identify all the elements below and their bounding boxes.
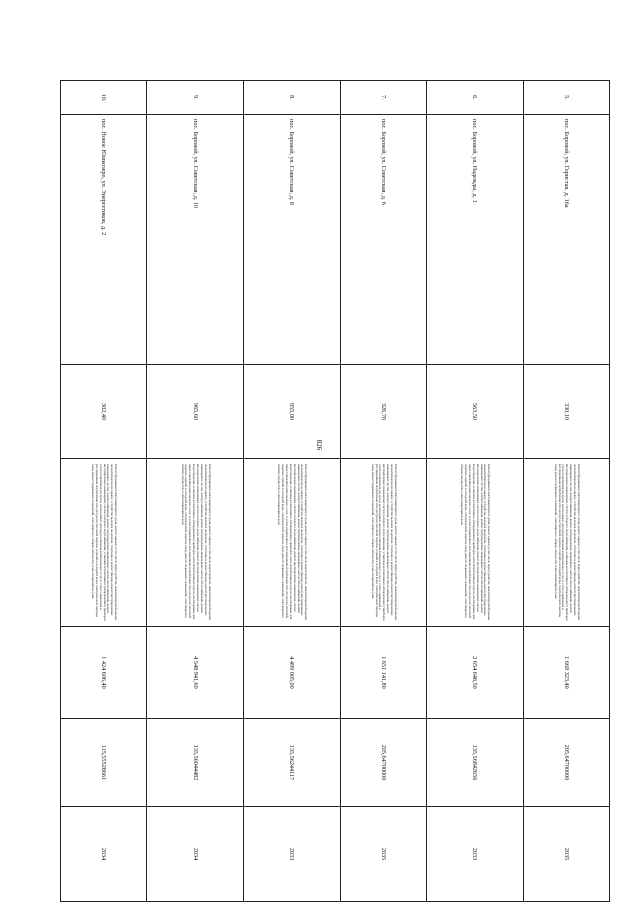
area-cell: 302,40 (61, 365, 147, 459)
capital-repair-table (60, 80, 610, 902)
table-body (61, 81, 610, 902)
cost-cell: 1 668 323,40 (523, 627, 609, 719)
works-description-cell: Ремонт фундамента многоквартирного дома, ремонт крыши, в том числе переустройство невентилируемой крыши на вентилируемую крышу, устройство выходов на кровлю, утепление и ремонт фасада, ремонт внутридомовых инженерных систем электроснабжения, ремонт внутридомовых инженерных систем теплоснабжения, ремонт внутридомовых инженерных систем холодного водоснабжения, ремонт внутридомовых инженерных систем водоотведения, установка коллективных (общедомовых) приборов учета потребления ресурсов, необходимых для предоставления коммунальных услуг, и узлов управления и регулирования потребления этих ресурсов (тепловой энергии, горячей и холодной воды, электрической энергии, газа), ремонт подвальных помещений, относящихся к общему имуществу в многоквартирном доме (427, 459, 524, 627)
year-cell: 2034 (61, 807, 147, 902)
year-cell: 2035 (340, 807, 426, 902)
works-description-cell: Ремонт фундамента многоквартирного дома, ремонт крыши, в том числе переустройство невентилируемой крыши на вентилируемую крышу, устройство выходов на кровлю, утепление и ремонт фасада, ремонт внутридомовых инженерных систем электроснабжения, ремонт внутридомовых инженерных систем теплоснабжения, ремонт внутридомовых инженерных систем холодного водоснабжения, установка коллективных (общедомовых) приборов учета потребления ресурсов, необходимых для предоставления коммунальных услуг, и узлов управления и регулирования потребления этих ресурсов (тепловой энергии, горячей и холодной воды, электрической энергии, газа), ремонт подвальных помещений, относящихся к общему имуществу в многоквартирном доме (523, 459, 609, 627)
rotated-table-container (60, 80, 610, 901)
row-number-cell: 6. (427, 81, 524, 115)
area-cell: 326,70 (340, 365, 426, 459)
rate-cell: 135,56842656 (427, 719, 524, 807)
row-number-cell: 5. (523, 81, 609, 115)
rate-cell: 205,64700000 (523, 719, 609, 807)
rate-cell: 205,64700000 (340, 719, 426, 807)
year-cell: 2033 (244, 807, 341, 902)
works-description-cell: Ремонт фундамента многоквартирного дома, ремонт крыши, в том числе переустройство невентилируемой крыши на вентилируемую крышу, устройство выходов на кровлю, утепление и ремонт фасада, ремонт внутридомовых инженерных систем электроснабжения, ремонт внутридомовых инженерных систем теплоснабжения, ремонт внутридомовых инженерных систем холодного водоснабжения, установка коллективных (общедомовых) приборов учета потребления ресурсов, необходимых для предоставления коммунальных услуг, и узлов управления и регулирования потребления этих ресурсов (тепловой энергии, горячей и холодной воды, электрической энергии, газа), ремонт подвальных помещений, относящихся к общему имуществу в многоквартирном доме (61, 459, 147, 627)
page-number: 826 (315, 439, 323, 451)
year-cell: 2034 (147, 807, 244, 902)
rate-cell: 135,56244117 (244, 719, 341, 807)
year-cell: 2035 (523, 807, 609, 902)
cost-cell: 4 499 005,00 (244, 627, 341, 719)
row-number-cell: 7. (340, 81, 426, 115)
rate-cell: 115,55528661 (61, 719, 147, 807)
cost-cell: 4 548 941,60 (147, 627, 244, 719)
works-description-cell: Ремонт фундамента многоквартирного дома, ремонт крыши, в том числе переустройство невентилируемой крыши на вентилируемую крышу, устройство выходов на кровлю, утепление и ремонт фасада, ремонт внутридомовых инженерных систем электроснабжения, ремонт внутридомовых инженерных систем теплоснабжения, ремонт внутридомовых инженерных систем холодного водоснабжения, ремонт внутридомовых инженерных систем водоотведения, установка коллективных (общедомовых) приборов учета потребления ресурсов, необходимых для предоставления коммунальных услуг, и узлов управления и регулирования потребления этих ресурсов (тепловой энергии, горячей и холодной воды, электрической энергии, газа), ремонт подвальных помещений, относящихся к общему имуществу в многоквартирном доме (147, 459, 244, 627)
table-row (523, 81, 609, 902)
address-cell: пос. Боровой, ул. Надежды, д. 1 (427, 115, 524, 365)
table-row (427, 81, 524, 902)
row-number-cell: 9. (147, 81, 244, 115)
address-cell: пос. Боровой, ул. Гористая, д. 16а (523, 115, 609, 365)
rate-cell: 135,56044482 (147, 719, 244, 807)
cost-cell: 1 424 606,40 (61, 627, 147, 719)
address-cell: пос. Боровой, ул. Советская, д. 10 (147, 115, 244, 365)
works-description-cell: Ремонт фундамента многоквартирного дома, ремонт крыши, в том числе переустройство невентилируемой крыши на вентилируемую крышу, устройство выходов на кровлю, утепление и ремонт фасада, ремонт внутридомовых инженерных систем электроснабжения, ремонт внутридомовых инженерных систем теплоснабжения, ремонт внутридомовых инженерных систем холодного водоснабжения, установка коллективных (общедомовых) приборов учета потребления ресурсов, необходимых для предоставления коммунальных услуг, и узлов управления и регулирования потребления этих ресурсов (тепловой энергии, горячей и холодной воды, электрической энергии, газа), ремонт подвальных помещений, относящихся к общему имуществу в многоквартирном доме (340, 459, 426, 627)
works-description-cell: Ремонт фундамента многоквартирного дома, ремонт крыши, в том числе переустройство невентилируемой крыши на вентилируемую крышу, устройство выходов на кровлю, утепление и ремонт фасада, ремонт внутридомовых инженерных систем электроснабжения, ремонт внутридомовых инженерных систем теплоснабжения, ремонт внутридомовых инженерных систем холодного водоснабжения, ремонт внутридомовых инженерных систем водоотведения, установка коллективных (общедомовых) приборов учета потребления ресурсов, необходимых для предоставления коммунальных услуг, и узлов управления и регулирования потребления этих ресурсов (тепловой энергии, горячей и холодной воды, электрической энергии, газа), ремонт подвальных помещений, относящихся к общему имуществу в многоквартирном доме (244, 459, 341, 627)
row-number-cell: 8. (244, 81, 341, 115)
table-row (340, 81, 426, 902)
area-cell: 965,60 (147, 365, 244, 459)
table-row (61, 81, 147, 902)
area-cell: 955,00 (244, 365, 341, 459)
address-cell: пос. Новое Юшкозеро, ул. Энергетиков, д. 2 (61, 115, 147, 365)
table-row (147, 81, 244, 902)
cost-cell: 1 651 141,80 (340, 627, 426, 719)
row-number-cell: 10. (61, 81, 147, 115)
area-cell: 330,10 (523, 365, 609, 459)
address-cell: пос. Боровой, ул. Советская, д. 8 (244, 115, 341, 365)
cost-cell: 2 654 648,50 (427, 627, 524, 719)
year-cell: 2033 (427, 807, 524, 902)
area-cell: 563,50 (427, 365, 524, 459)
address-cell: пос. Боровой, ул. Советская, д. 6 (340, 115, 426, 365)
table-row (244, 81, 341, 902)
